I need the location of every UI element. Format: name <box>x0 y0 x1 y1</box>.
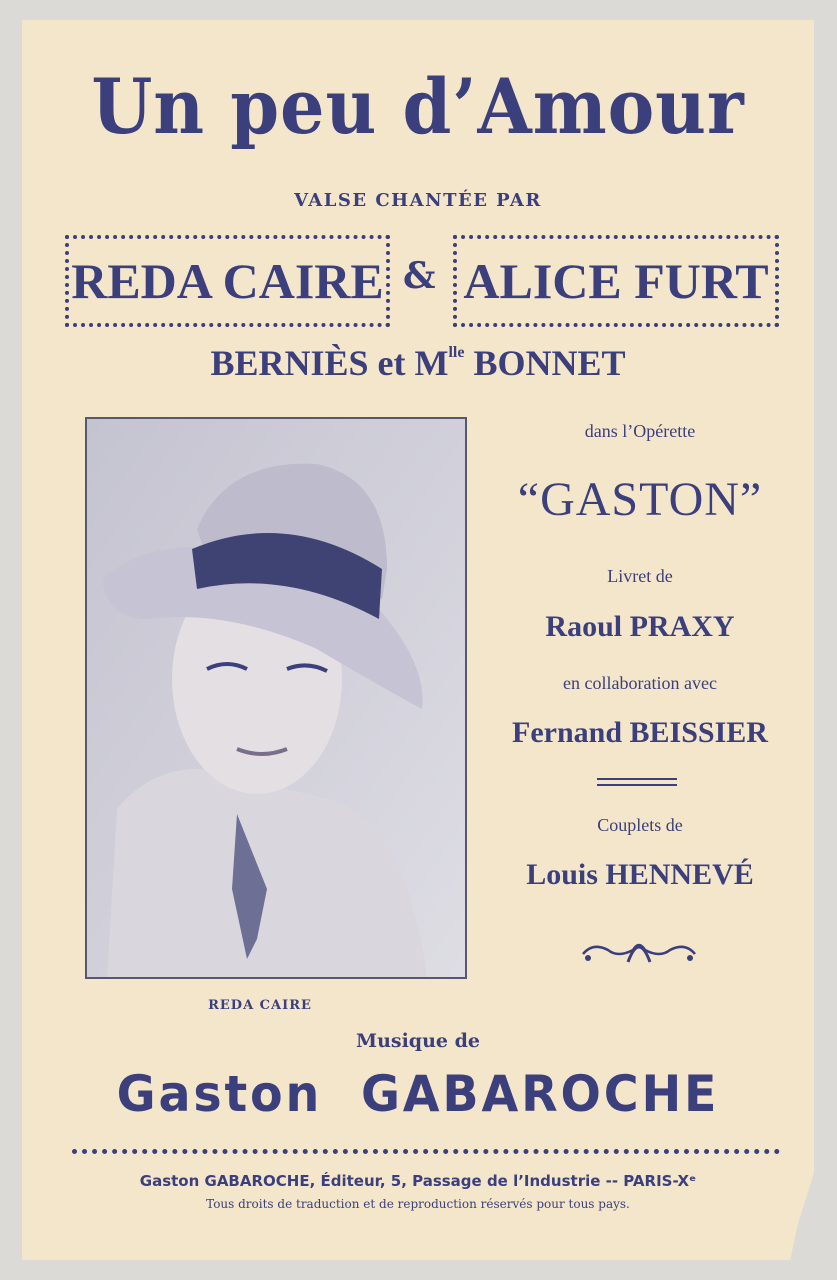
couplets-label: Couplets de <box>597 815 683 835</box>
collab-author: Fernand BEISSIER <box>512 716 768 749</box>
also-singers: BERNIÈS et $M^{lle}$ BONNET <box>210 343 626 383</box>
photo-caption: REDA CAIRE <box>208 998 312 1013</box>
collab-label: en collaboration avec <box>563 673 717 693</box>
dotted-divider <box>72 1149 780 1154</box>
livret-author: Raoul PRAXY <box>545 610 735 643</box>
singer-box-right <box>453 235 779 327</box>
couplets-author: Louis HENNEVÉ <box>526 858 754 891</box>
operette-intro: dans l’Opérette <box>584 421 696 441</box>
subtitle: VALSE CHANTÉE PAR <box>294 190 542 211</box>
singer-left: REDA CAIRE <box>71 253 384 309</box>
music-label: Musique de <box>356 1030 480 1052</box>
publisher-line: Gaston GABAROCHE, Éditeur, 5, Passage de l’Industrie -- PARIS-Xᵉ <box>139 1172 697 1190</box>
ornament-icon <box>578 932 700 976</box>
song-title: Un peu d’Amour <box>91 62 745 151</box>
operette-name: “GASTON” <box>517 473 763 526</box>
portrait-photo <box>85 417 467 979</box>
singer-right: ALICE FURT <box>463 253 769 309</box>
ampersand: & <box>403 255 436 297</box>
composer: Gaston GABAROCHE <box>116 1065 720 1123</box>
singer-box-left <box>65 235 390 327</box>
rights-notice: Tous droits de traduction et de reproduction réservés pour tous pays. <box>206 1197 630 1211</box>
double-rule <box>597 778 677 786</box>
livret-label: Livret de <box>607 566 673 586</box>
